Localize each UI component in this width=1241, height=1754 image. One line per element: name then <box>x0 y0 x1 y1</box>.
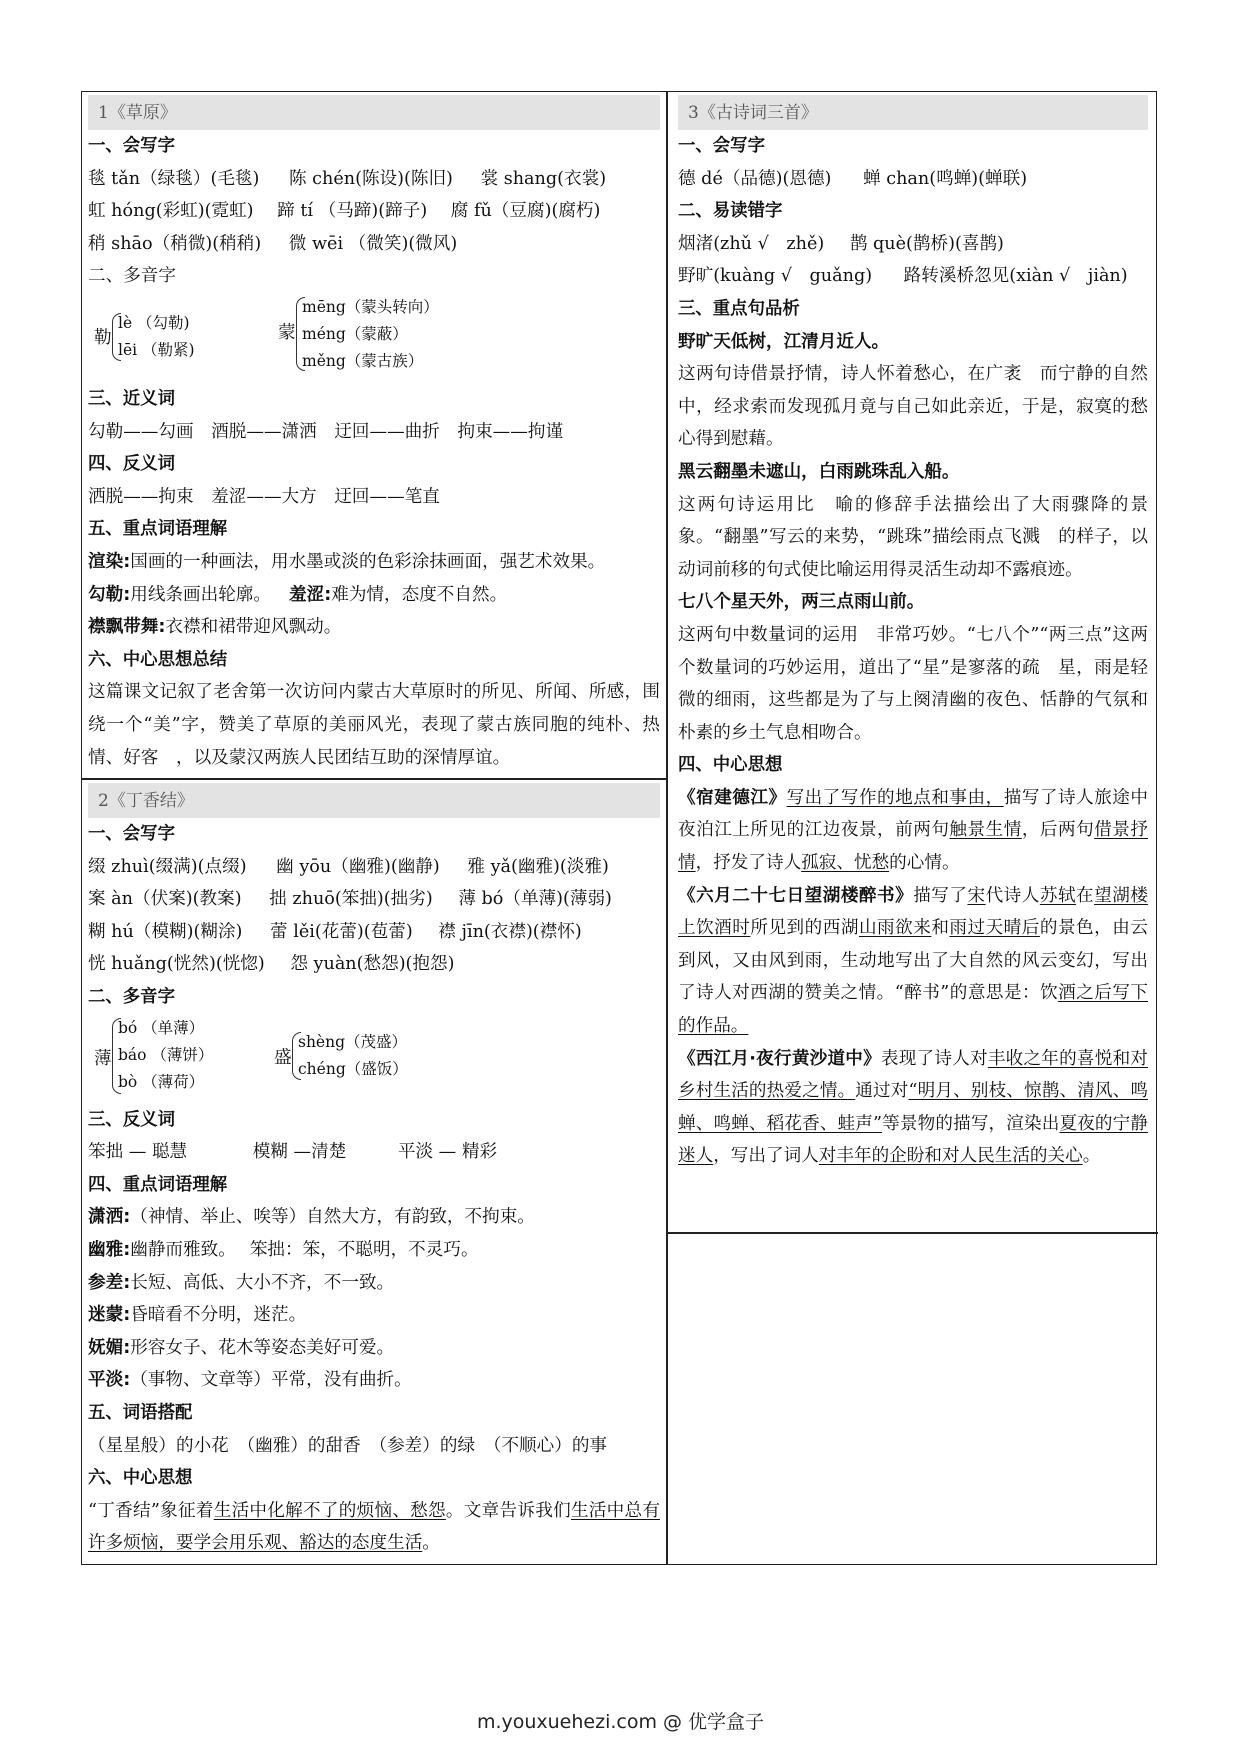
word-entry: 虹 hóng(彩虹)(霓虹) <box>88 201 254 222</box>
polyphone-reading: méng（蒙蔽） <box>302 324 408 343</box>
definition: 襟飘带舞:衣襟和裙带迎风飘动。 <box>88 617 342 638</box>
poem-summary: 《西江月·夜行黄沙道中》表现了诗人对丰收之年的喜悦和对乡村生活的热爱之情。通过对“明月、别枝、惊鹊、清风、鸣蝉、鸣蝉、稻花香、蛙声”等景物的描写，渲染出夏夜的宁静迷人，写出了词人对丰年的企盼和对人民生活的关心。 <box>678 1048 1148 1167</box>
word-entry: 毯 tǎn（绿毯）(毛毯) <box>88 168 260 189</box>
antonym-row: 洒脱——拘束 羞涩——大方 迂回——笔直 <box>88 486 440 507</box>
lesson1-cell <box>82 92 666 774</box>
polyphone-reading: shèng（茂盛） <box>298 1032 408 1051</box>
analysis-paragraph: 这两句诗运用比 喻的修辞手法描绘出了大雨骤降的景象。“翻墨”写云的来势，“跳珠”描绘雨点飞溅 的样子，以动词前移的句式使比喻运用得灵活生动却不露痕迹。 <box>678 494 1148 580</box>
word-entry: 恍 huǎng(恍然)(恍惚) <box>88 954 265 975</box>
section-heading: 二、多音字 <box>88 986 175 1007</box>
word-entry: 幽 yōu（幽雅)(幽静) <box>276 856 440 877</box>
polyphone-reading: báo （薄饼） <box>118 1045 214 1064</box>
analysis-paragraph: 这两句中数量词的运用 非常巧妙。“七八个”“两三点”这两个数量词的巧妙运用，道出了“星”是寥落的疏 星，雨是轻微的细雨，这些都是为了与上阕清幽的夜色、恬静的气氛和朴素的乡土气息相吻合。 <box>678 624 1148 743</box>
notes-table <box>81 91 1157 1565</box>
theme-paragraph: “丁香结”象征着生活中化解不了的烦恼、愁怨。文章告诉我们生活中总有许多烦恼，要学会用乐观、豁达的态度生活。 <box>88 1500 660 1554</box>
word-row <box>678 163 1148 196</box>
definition: 平淡:（事物、文章等）平常，没有曲折。 <box>88 1370 412 1391</box>
section-heading: 六、中心思想总结 <box>88 649 228 670</box>
word-row <box>678 228 1148 261</box>
section-heading: 三、重点句品析 <box>678 298 800 319</box>
word-entry: 蕾 lěi(花蕾)(苞蕾) <box>270 921 413 942</box>
word-row <box>88 851 660 884</box>
word-entry: 稍 shāo（稍微)(稍稍) <box>88 233 262 254</box>
lesson-title: 1《草原》 <box>88 95 660 130</box>
section-heading: 二、易读错字 <box>678 201 783 222</box>
word-entry: 烟渚(zhǔ √ zhě) <box>678 233 825 254</box>
section-heading: 二、多音字 <box>88 266 176 287</box>
polyphone-char: 蒙 <box>278 322 296 343</box>
word-entry: 裳 shang(衣裳) <box>480 168 607 189</box>
word-entry: 拙 zhuō(笨拙)(拙劣) <box>269 889 433 910</box>
word-row <box>88 163 660 196</box>
word-entry: 德 dé（品德)(恩德) <box>678 168 832 189</box>
section-heading: 三、反义词 <box>88 1109 175 1130</box>
word-entry: 野旷(kuàng √ guǎng) <box>678 266 873 287</box>
poem-summary: 《六月二十七日望湖楼醉书》描写了宋代诗人苏轼在望湖楼上饮酒时所见到的西湖山雨欲来和雨过天晴后的景色，由云到风，又由风到雨，生动地写出了大自然的风云变幻，写出了诗人对西湖的赞美之情。“醉书”的意思是：饮酒之后写下的作品。 <box>678 885 1148 1037</box>
lesson-title: 3《古诗词三首》 <box>678 95 1148 130</box>
word-entry: 糊 hú（模糊)(糊涂) <box>88 921 243 942</box>
synonym-row: 勾勒——勾画 酒脱——潇洒 迂回——曲折 拘束——拘谨 <box>88 421 564 442</box>
poem-summary: 《宿建德江》写出了写作的地点和事由，描写了诗人旅途中夜泊江上所见的江边夜景，前两句触景生情，后两句借景抒情，抒发了诗人孤寂、忧愁的心情。 <box>678 787 1148 874</box>
definition: 潇洒:（神情、举止、唉等）自然大方，有韵致，不拘束。 <box>88 1207 535 1228</box>
key-sentence: 野旷天低树，江清月近人。 <box>678 331 890 352</box>
polyphone-char: 薄 <box>94 1048 112 1069</box>
definition: 渲染:国画的一种画法，用水墨或淡的色彩涂抹画面，强艺术效果。 <box>88 551 606 572</box>
polyphone-group <box>88 293 660 383</box>
polyphone-reading: bó （单薄） <box>118 1018 205 1037</box>
analysis-paragraph: 这两句诗借景抒情，诗人怀着愁心，在广袤 而宁静的自然中，经求索而发现孤月竟与自己如此亲近，于是，寂寞的愁心得到慰藉。 <box>678 364 1148 450</box>
word-entry: 腐 fǔ（豆腐)(腐朽) <box>450 201 601 222</box>
word-row <box>678 260 1148 293</box>
section-heading: 五、词语搭配 <box>88 1402 193 1423</box>
collocation-row: （星星般）的小花 （幽雅）的甜香 （参差）的绿 （不顺心）的事 <box>88 1435 608 1456</box>
section-heading: 六、中心思想 <box>88 1468 193 1489</box>
word-entry: 路转溪桥忽见(xiàn √ jiàn) <box>903 266 1128 287</box>
polyphone-reading: měng（蒙古族） <box>302 351 424 370</box>
word-row <box>88 883 660 916</box>
key-sentence: 黑云翻墨未遮山，白雨跳珠乱入船。 <box>678 461 960 482</box>
definition: 参差:长短、高低、大小不齐，不一致。 <box>88 1272 395 1293</box>
word-entry: 怨 yuàn(愁怨)(抱怨) <box>290 954 455 975</box>
word-entry: 襟 jīn(衣襟)(襟怀) <box>438 921 582 942</box>
word-entry: 薄 bó（单薄)(薄弱) <box>458 889 612 910</box>
word-entry: 雅 yǎ(幽雅)(淡雅) <box>467 856 609 877</box>
definition: 妩媚:形容女子、花木等姿态美好可爱。 <box>88 1337 395 1358</box>
polyphone-char: 盛 <box>274 1047 292 1068</box>
word-row <box>88 228 660 261</box>
polyphone-reading: bò （薄荷） <box>118 1072 205 1091</box>
section-heading: 一、会写字 <box>678 136 765 156</box>
word-row <box>88 948 660 981</box>
word-entry: 案 àn（伏案)(教案) <box>88 889 242 910</box>
lesson2-cell <box>82 780 666 1560</box>
section-heading: 一、会写字 <box>88 136 175 156</box>
footer-watermark: m.youxuehezi.com @ 优学盒子 <box>476 1711 765 1733</box>
polyphone-reading: mēng（蒙头转向） <box>302 297 439 316</box>
word-entry: 鹊 què(鹊桥)(喜鹊) <box>849 233 1004 254</box>
definition: 勾勒:用线条画出轮廓。 羞涩:难为情，态度不自然。 <box>88 584 508 605</box>
lesson3-cell <box>668 92 1158 1173</box>
word-row <box>88 916 660 949</box>
word-entry: 微 wēi （微笑)(微风) <box>288 233 458 254</box>
polyphone-char: 勒 <box>94 327 112 348</box>
section-heading: 一、会写字 <box>88 824 175 844</box>
summary-paragraph: 这篇课文记叙了老舍第一次访问内蒙古大草原时的所见、所闻、所感，围绕一个“美”字，赞美了草原的美丽风光，表现了蒙古族同胞的纯朴、热情、好客 ，以及蒙汉两族人民团结互助的深情厚谊。 <box>88 682 660 768</box>
word-entry: 蝉 chan(鸣蝉)(蝉联) <box>863 168 1028 189</box>
definition: 幽雅:幽静而雅致。 笨拙：笨，不聪明，不灵巧。 <box>88 1239 479 1260</box>
word-entry: 缀 zhuì(缀满)(点缀) <box>88 856 247 877</box>
polyphone-reading: lè （勾勒) <box>118 313 190 332</box>
word-entry: 陈 chén(陈设)(陈旧) <box>288 168 453 189</box>
polyphone-reading: chéng（盛饭） <box>298 1059 408 1078</box>
section-heading: 四、重点词语理解 <box>88 1174 228 1195</box>
polyphone-group <box>88 1014 660 1104</box>
polyphone-reading: lēi （勒紧) <box>118 340 195 359</box>
section-heading: 五、重点词语理解 <box>88 519 228 540</box>
word-entry: 蹄 tí （马蹄)(蹄子) <box>277 201 428 222</box>
definition: 迷蒙:昏暗看不分明，迷茫。 <box>88 1305 307 1326</box>
antonym-row: 笨拙 — 聪慧 模糊 —清楚 平淡 — 精彩 <box>88 1142 498 1163</box>
lesson-title: 2《丁香结》 <box>88 783 660 818</box>
section-heading: 四、反义词 <box>88 454 175 475</box>
key-sentence: 七八个星天外，两三点雨山前。 <box>678 592 925 613</box>
section-heading: 三、近义词 <box>88 388 175 409</box>
word-row <box>88 195 660 228</box>
row-divider-right <box>666 1232 1158 1234</box>
section-heading: 四、中心思想 <box>678 755 783 776</box>
